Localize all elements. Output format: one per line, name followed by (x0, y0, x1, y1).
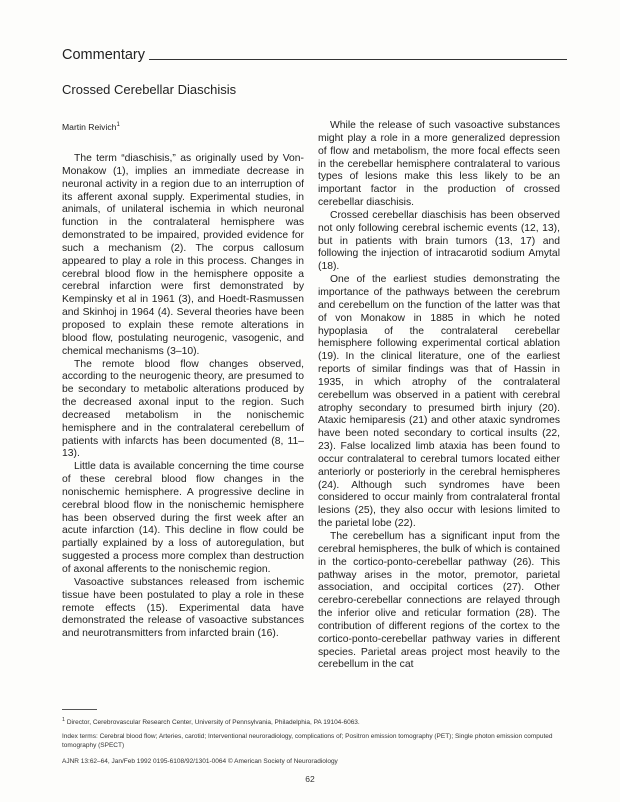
paragraph: The remote blood flow changes observed, according to the neurogenic theory, are presumed to be secondary to metabolic alterations produced by the decreased axonal input to the region. Such decreased metabolism in the nonischemic hemisphere and in the contralateral cerebellum of patients with infarcts has been documented (8, 11–13). (62, 358, 304, 460)
paragraph: One of the earliest studies demonstrating the importance of the pathways between the cerebrum and cerebellum on the function of the latter was that of von Monakow in 1885 in which he noted hypoplasia of the contralateral cerebellar hemisphere following experimental cortical ablation (19). In the clinical literature, one of the earliest reports of similar findings was that of Hassin in 1935, in which atrophy of the contralateral cerebellum was observed in a patient with cerebral atrophy secondary to presumed birth injury (20). Ataxic hemiparesis (21) and other ataxic syndromes have been noted secondary to cortical insults (22, 23). False localized limb ataxia has been found to occur contralateral to cerebral tumors located either anteriorly or posteriorly in the cerebral hemispheres (24). Although such syndromes have been considered to occur mainly from contralateral frontal lesions (25), they also occur with lesions limited to the parietal lobe (22). (318, 274, 560, 530)
index-terms-label: Index terms: (62, 733, 98, 740)
page-number: 62 (305, 774, 315, 784)
left-column (62, 153, 304, 641)
section-header (62, 47, 567, 63)
section-label: Commentary (62, 47, 145, 63)
author-name: Martin Reivich (62, 122, 117, 132)
footnote-director (62, 716, 567, 727)
paragraph: Little data is available concerning the time course of these cerebral blood flow changes in the nonischemic hemisphere. A progressive decline in cerebral blood flow in the nonischemic hemisphere has been observed during the first week after an acute infarction (14). This decline in flow could be partially explained by a loss of autoregulation, but suggested a process more complex than destruction of axonal afferents to the nonischemic region. (62, 461, 304, 575)
article-title: Crossed Cerebellar Diaschisis (62, 82, 237, 97)
paragraph: The term “diaschisis,” as originally used by Von-Monakow (1), implies an immediate decrease in neuronal activity in a region due to an interruption of its afferent axonal supply. Experimental studies, in animals, of unilateral ischemia in which neuronal function in the contralateral hemisphere was demonstrated to be impaired, provided evidence for such a mechanism (2). The corpus callosum appeared to play a role in this process. Changes in cerebral blood flow in the hemisphere opposite a cerebral infarction were first demonstrated by Kempinsky et al in 1961 (3), and Hoedt-Rasmussen and Skinhoj in 1964 (4). Several theories have been proposed to explain these remote alterations in blood flow, postulating neurogenic, vasogenic, and chemical mechanisms (3–10). (62, 153, 304, 357)
footnote-mark: 1 (62, 717, 66, 723)
footnote-index-terms (62, 732, 567, 750)
footnote-director-text: Director, Cerebrovascular Research Center, University of Pennsylvania, Philadelphia, PA 19104-6063. (66, 719, 360, 727)
right-column (318, 120, 560, 672)
journal-citation: AJNR 13:62–64, Jan/Feb 1992 0195-6108/92/1301-0064 © American Society of Neuroradiology (62, 758, 338, 765)
index-terms-text: Cerebral blood flow; Arteries, carotid; Interventional neuroradiology, complications of; Positron emission tomography (PET); Single photon emission computed tomography (SPECT) (62, 733, 553, 749)
paragraph: Crossed cerebellar diaschisis has been observed not only following cerebral ischemic events (12, 13), but in patients with brain tumors (13, 17) and following the injection of intracarotid sodium Amytal (18). (318, 209, 560, 273)
author-line (62, 122, 120, 132)
paragraph: While the release of such vasoactive substances might play a role in a more generalized depression of flow and metabolism, the more focal effects seen in the cerebellar hemisphere contralateral to various types of lesions make this less likely to be an important factor in the production of crossed cerebellar diaschisis. (318, 120, 560, 209)
footnote-rule (62, 709, 97, 710)
author-footnote-mark: 1 (116, 122, 120, 129)
paragraph: The cerebellum has a significant input from the cerebral hemispheres, the bulk of which is contained in the cortico-ponto-cerebellar pathway (26). This pathway arises in the motor, premotor, parietal association, and occipital cortices (27). Other cerebro-cerebellar connections are relayed through the inferior olive and reticular formation (28). The contribution of different regions of the cortex to the cortico-ponto-cerebellar pathway varies in different species. Parietal areas project most heavily to the cerebellum in the cat (318, 531, 560, 671)
paragraph: Vasoactive substances released from ischemic tissue have been postulated to play a role in these remote effects (15). Experimental data have demonstrated the release of vasoactive substances and neurotransmitters from infarcted brain (16). (62, 576, 304, 640)
section-rule (149, 59, 567, 60)
